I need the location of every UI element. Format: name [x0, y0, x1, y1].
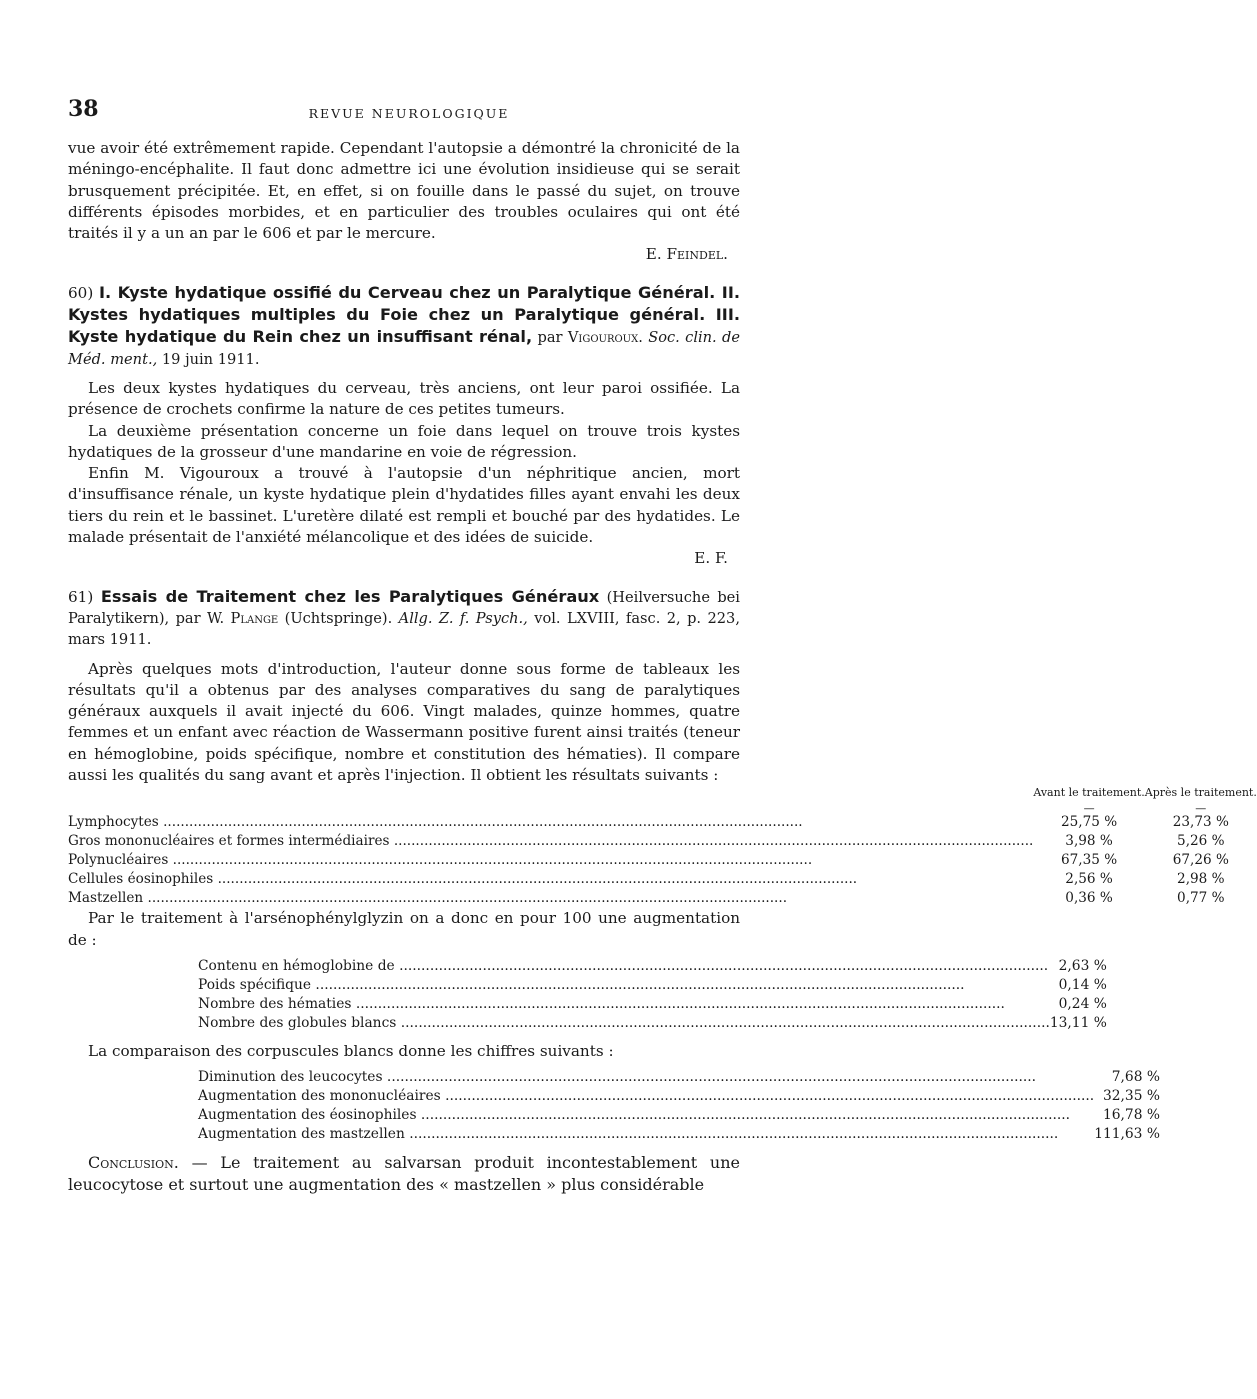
table-row: Polynucléaires ..... 67,35 % 67,26 % — [68, 851, 1257, 870]
list-item: Augmentation des mononucléaires ..... 32,35 % — [198, 1087, 1160, 1106]
col-before-header: Avant le traitement. — [1033, 786, 1145, 800]
page-header — [68, 96, 750, 126]
running-title: REVUE NEUROLOGIQUE — [308, 106, 510, 121]
list-item: Augmentation des éosinophiles ..... 16,78 % — [198, 1106, 1160, 1125]
entry-61-paragraph-2: Par le traitement à l'arsénophénylglyzin on a donc en pour 100 une augmentation de : — [68, 909, 740, 949]
table-row: Cellules éosinophiles ..... 2,56 % 2,98 % — [68, 870, 1257, 889]
list-item: Contenu en hémoglobine de ..... 2,63 % — [198, 957, 1107, 976]
entry-60-paragraph-1: Les deux kystes hydatiques du cerveau, très anciens, ont leur paroi ossifiée. La présence de crochets confirme la nature de ces petites tumeurs. — [68, 378, 740, 419]
augmentation-table — [198, 957, 1107, 1033]
list-item: Diminution des leucocytes ..... 7,68 % — [198, 1068, 1160, 1087]
intro-paragraph: vue avoir été extrêmement rapide. Cependant l'autopsie a démontré la chronicité de la méningo-encéphalite. Il faut donc admettre ici une évolution insidieuse qui se serait brusquement précipitée. Et, en effet, si on fouille dans le passé du sujet, on trouve différents épisodes morbides, et en particulier des troubles oculaires qui ont été traités il y a un an par le 606 et par le mercure. — [68, 139, 740, 243]
conclusion-text: — Le traitement au salvarsan produit incontestablement une leucocytose et surtout une augmentation des « mastzellen » plus considérable — [68, 1153, 740, 1195]
blood-cell-table: Avant le traitement. Après le traitement. — — Lymphocytes ..... 25,75 % 23,73 % Gros mononucléaires et formes intermédiaires ..... 3,98 % 5,26 % Polynucléaires ..... 67,35 % 67,26 % Cellules éosinophiles ..... 2,56 % 2,98 % Mastzellen ..... 0,36 % 0,77 % — [68, 786, 1257, 908]
entry-60-paragraph-3: Enfin M. Vigouroux a trouvé à l'autopsie d'un néphritique ancien, mort d'insuffisance rénale, un kyste hydatique plein d'hydatides filles ayant envahi les deux tiers du rein et le bassinet. L'uretère dilaté est rempli et bouché par des hydatides. Le malade présentait de l'anxiété mélancolique et des idées de suicide. — [68, 464, 740, 547]
conclusion — [68, 1152, 740, 1196]
entry-61-journal: Allg. Z. f. Psych., — [398, 609, 528, 627]
col-after-header: Après le traitement. — [1144, 786, 1257, 800]
entry-60 — [68, 282, 740, 570]
entry-61-author: W. Plange — [207, 609, 279, 627]
entry-61-paragraph-1: Après quelques mots d'introduction, l'auteur donne sous forme de tableaux les résultats qu'il a obtenus par des analyses comparatives du sang de paralytiques généraux auxquels il avait injecté du 606. Vingt malades, quinze hommes, quatre femmes et un enfant avec réaction de Wassermann positive furent ainsi traités (teneur en hémoglobine, poids spécifique, nombre et constitution des hématies). Il compare aussi les qualités du sang avant et après l'injection. Il obtient les résultats suivants : — [68, 659, 740, 785]
entry-60-author: Vigouroux. — [567, 329, 643, 347]
list-item: Augmentation des mastzellen ..... 111,63 % — [198, 1125, 1160, 1144]
comparison-table — [198, 1068, 1160, 1144]
signature-ef: E. F. — [694, 549, 728, 568]
entry-61-number: 61) — [68, 587, 101, 606]
signature-feindel: E. Feindel. — [645, 245, 728, 264]
conclusion-label: Conclusion. — [88, 1153, 179, 1173]
list-item: Poids spécifique ..... 0,14 % — [198, 976, 1107, 995]
entry-60-heading: 60) I. Kyste hydatique ossifié du Cerveau chez un Paralytique Général. II. Kystes hydatiques multiples du Foie chez un Paralytique général. III. Kyste hydatique du Rein chez un insuffisant rénal, par Vigouroux. Soc. clin. de Méd. ment., 19 juin 1911. — [68, 282, 741, 368]
entry-60-title: I. Kyste hydatique ossifié du Cerveau chez un Paralytique Général. II. Kystes hydatiques multiples du Foie chez un Paralytique général. III. Kyste hydatique du Rein chez un insuffisant rénal, — [68, 282, 740, 347]
entry-61-title: Essais de Traitement chez les Paralytiques Généraux — [100, 586, 600, 606]
entry-60-number: 60) — [68, 283, 99, 302]
entry-60-paragraph-2: La deuxième présentation concerne un foie dans lequel on trouve trois kystes hydatiques de la grosseur d'une mandarine en voie de régression. — [68, 421, 740, 461]
entry-61-paragraph-3: La comparaison des corpuscules blancs donne les chiffres suivants : — [88, 1041, 614, 1060]
list-item: Nombre des globules blancs ..... 13,11 % — [198, 1014, 1107, 1033]
table-row: Lymphocytes ..... 25,75 % 23,73 % — [68, 813, 1257, 832]
entry-61-heading: 61) Essais de Traitement chez les Paralytiques Généraux (Heilversuche bei Paralytikern), par W. Plange (Uchtspringe). Allg. Z. f. Psych., vol. LXVIII, fasc. 2, p. 223, mars 1911. — [68, 586, 740, 649]
table-row: Mastzellen ..... 0,36 % 0,77 % — [68, 889, 1257, 908]
page-number: 38 — [68, 96, 99, 122]
entry-60-source: Soc. clin. de Méd. ment., 19 juin 1911. — [68, 329, 741, 368]
entry-61 — [68, 586, 1257, 1197]
table-row: Gros mononucléaires et formes intermédiaires ..... 3,98 % 5,26 % — [68, 832, 1257, 851]
page-body — [68, 138, 1257, 1196]
list-item: Nombre des hématies ..... 0,24 % — [198, 995, 1107, 1014]
